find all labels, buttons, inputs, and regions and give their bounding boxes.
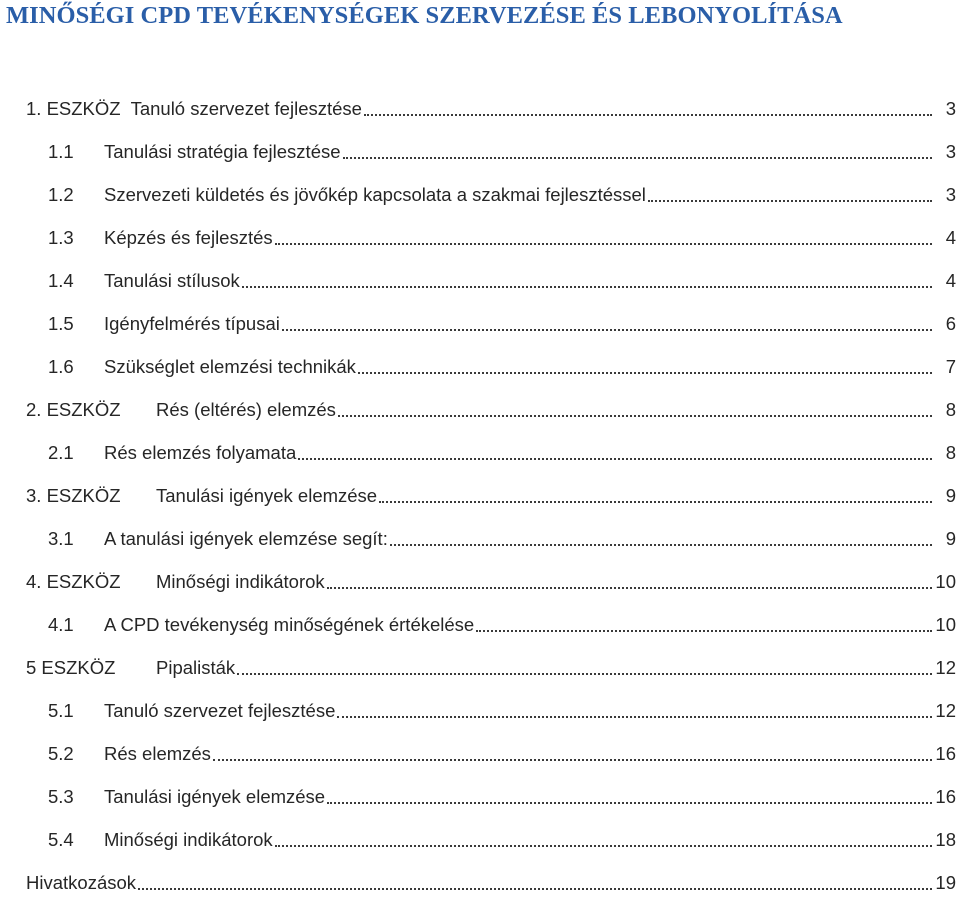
toc-entry[interactable] bbox=[0, 474, 960, 517]
toc-entry-label: Szükséglet elemzési technikák bbox=[104, 355, 356, 377]
toc-entry[interactable] bbox=[0, 818, 960, 861]
table-of-contents bbox=[0, 87, 960, 904]
dot-leader bbox=[298, 457, 932, 460]
toc-entry[interactable] bbox=[0, 259, 960, 302]
toc-entry-page: 16 bbox=[935, 785, 956, 807]
toc-entry-label: Minőségi indikátorok bbox=[156, 570, 325, 592]
dot-leader bbox=[282, 328, 932, 331]
toc-entry-page: 10 bbox=[935, 613, 956, 635]
toc-entry-label: Tanuló szervezet fejlesztése bbox=[130, 97, 362, 119]
dot-leader bbox=[138, 887, 932, 890]
toc-entry-page: 8 bbox=[945, 398, 956, 420]
toc-entry[interactable] bbox=[0, 732, 960, 775]
dot-leader bbox=[213, 758, 932, 761]
toc-entry-number: 3. ESZKÖZ bbox=[26, 484, 121, 506]
toc-entry-page: 3 bbox=[945, 183, 956, 205]
toc-entry-label: A CPD tevékenység minőségének értékelése bbox=[104, 613, 475, 635]
toc-entry-number: 3.1 bbox=[48, 527, 74, 549]
toc-entry-page: 9 bbox=[945, 484, 956, 506]
toc-entry-number: 2.1 bbox=[48, 441, 74, 463]
toc-entry-number: 1.2 bbox=[48, 183, 74, 205]
toc-entry-label: Rés elemzés folyamata bbox=[104, 441, 297, 463]
dot-leader bbox=[242, 285, 932, 288]
toc-entry[interactable] bbox=[0, 603, 960, 646]
toc-entry-number: 1.1 bbox=[48, 140, 74, 162]
toc-entry-page: 19 bbox=[935, 871, 956, 893]
toc-entry-page: 12 bbox=[935, 699, 956, 721]
dot-leader bbox=[275, 242, 932, 245]
toc-entry-number: 1.6 bbox=[48, 355, 74, 377]
toc-entry-page: 6 bbox=[945, 312, 956, 334]
dot-leader bbox=[275, 844, 932, 847]
dot-leader bbox=[338, 414, 932, 417]
toc-entry[interactable] bbox=[0, 861, 960, 904]
toc-entry-number: 1.4 bbox=[48, 269, 74, 291]
toc-entry-label: Pipalisták bbox=[156, 656, 236, 678]
toc-entry-page: 10 bbox=[935, 570, 956, 592]
toc-entry[interactable] bbox=[0, 689, 960, 732]
toc-entry-page: 4 bbox=[945, 269, 956, 291]
toc-entry-page: 9 bbox=[945, 527, 956, 549]
toc-entry-number: 1.5 bbox=[48, 312, 74, 334]
toc-entry-page: 12 bbox=[935, 656, 956, 678]
dot-leader bbox=[648, 199, 932, 202]
toc-entry-label: A tanulási igények elemzése segít: bbox=[104, 527, 388, 549]
dot-leader bbox=[327, 586, 932, 589]
toc-entry-page: 8 bbox=[945, 441, 956, 463]
toc-entry-label: Rés elemzés bbox=[104, 742, 211, 764]
toc-entry[interactable] bbox=[0, 517, 960, 560]
toc-entry[interactable] bbox=[0, 173, 960, 216]
toc-entry-number: 1.3 bbox=[48, 226, 74, 248]
dot-leader bbox=[358, 371, 932, 374]
dot-leader bbox=[237, 672, 932, 675]
toc-entry-number: 2. ESZKÖZ bbox=[26, 398, 121, 420]
toc-entry-number: 5 ESZKÖZ bbox=[26, 656, 116, 678]
toc-entry-label: Képzés és fejlesztés bbox=[104, 226, 273, 248]
toc-entry-number: 5.4 bbox=[48, 828, 74, 850]
toc-entry[interactable] bbox=[0, 388, 960, 431]
toc-entry-number: 1. ESZKÖZ bbox=[26, 97, 121, 119]
toc-entry-label: Minőségi indikátorok bbox=[104, 828, 273, 850]
toc-entry[interactable] bbox=[0, 216, 960, 259]
dot-leader bbox=[343, 156, 932, 159]
toc-entry[interactable] bbox=[0, 775, 960, 818]
toc-entry-label: Tanulási stratégia fejlesztése bbox=[104, 140, 341, 162]
toc-entry-number: 4.1 bbox=[48, 613, 74, 635]
toc-entry-label: Szervezeti küldetés és jövőkép kapcsolata a szakmai fejlesztéssel bbox=[104, 183, 646, 205]
toc-entry-number: 5.1 bbox=[48, 699, 74, 721]
toc-entry-number: 4. ESZKÖZ bbox=[26, 570, 121, 592]
toc-entry[interactable] bbox=[0, 302, 960, 345]
toc-entry-label: Tanulási igények elemzése bbox=[104, 785, 326, 807]
toc-entry[interactable] bbox=[0, 560, 960, 603]
toc-entry-label: Tanulási stílusok bbox=[104, 269, 240, 291]
toc-entry-label: Tanuló szervezet fejlesztése bbox=[104, 699, 336, 721]
toc-entry-label: Rés (eltérés) elemzés bbox=[156, 398, 336, 420]
document-title: MINŐSÉGI CPD TEVÉKENYSÉGEK SZERVEZÉSE ÉS LEBONYOLÍTÁSA bbox=[6, 2, 843, 29]
toc-entry-page: 4 bbox=[945, 226, 956, 248]
dot-leader bbox=[390, 543, 932, 546]
toc-entry[interactable] bbox=[0, 130, 960, 173]
toc-entry[interactable] bbox=[0, 431, 960, 474]
toc-entry[interactable] bbox=[0, 87, 960, 130]
toc-entry-number: 5.2 bbox=[48, 742, 74, 764]
dot-leader bbox=[379, 500, 932, 503]
toc-entry[interactable] bbox=[0, 646, 960, 689]
toc-entry-page: 3 bbox=[945, 97, 956, 119]
toc-entry-number: 5.3 bbox=[48, 785, 74, 807]
toc-entry[interactable] bbox=[0, 345, 960, 388]
toc-entry-label: Igényfelmérés típusai bbox=[104, 312, 280, 334]
dot-leader bbox=[476, 629, 932, 632]
toc-entry-page: 16 bbox=[935, 742, 956, 764]
dot-leader bbox=[327, 801, 932, 804]
toc-entry-page: 7 bbox=[945, 355, 956, 377]
toc-entry-label: Hivatkozások bbox=[26, 871, 137, 893]
dot-leader bbox=[337, 715, 932, 718]
dot-leader bbox=[364, 113, 932, 116]
toc-entry-page: 3 bbox=[945, 140, 956, 162]
toc-entry-label: Tanulási igények elemzése bbox=[156, 484, 378, 506]
toc-entry-page: 18 bbox=[935, 828, 956, 850]
